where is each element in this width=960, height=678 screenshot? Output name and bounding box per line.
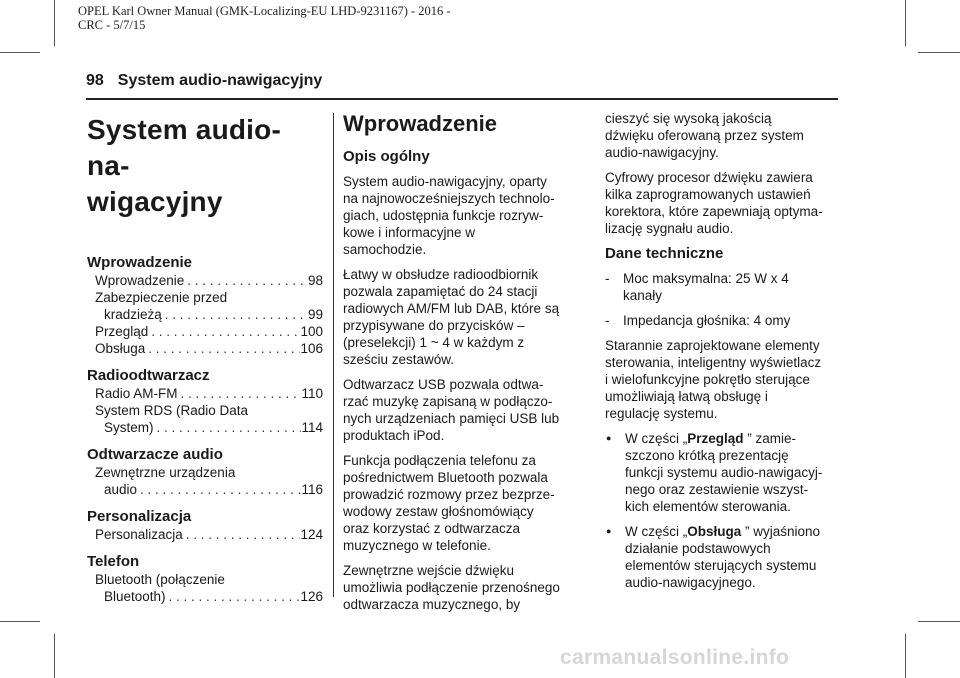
toc-entry-radio[interactable]: Radio AM-FM . . . 110 [87,385,323,402]
text-line: oraz korzystać z odtwarzacza [343,521,521,536]
running-title: System audio-nawigacyjny [117,72,323,89]
toc-entry-zewnetrzne[interactable]: audio . . . 116 [87,481,323,498]
text-line: samochodzie. [343,242,427,257]
spec-item [605,270,845,304]
text-line: działanie podstawowych [625,541,771,556]
paragraph [605,169,845,237]
text-line: Zewnętrzne wejście dźwięku [343,563,515,578]
crop-mark [905,634,906,678]
text-line: kich elementów sterowania. [625,499,791,514]
bullet-dot-icon: ● [606,526,612,536]
paragraph [343,266,581,368]
text-line: System audio-nawigacyjny, oparty [343,174,547,189]
text-line: i wielofunkcyjne pokrętło sterujące [605,372,810,387]
text-line: kilka zaprogramowanych ustawień [605,187,811,202]
toc-entry-zewnetrzne-line1[interactable]: Zewnętrzne urządzenia [95,465,236,480]
continued-paragraphs [605,110,845,237]
toc-section-radioodtwarzacz [87,367,323,436]
dash-marker: - [605,271,610,286]
text-line: prowadzić rozmowy przez bezprze- [343,487,555,502]
header-rule [86,98,838,100]
text-line: nych urządzeniach pamięci USB lub [343,411,560,426]
bullet-item [605,523,845,591]
dash-marker: - [605,313,610,328]
text-line: kowe i informacyjne w [343,225,476,240]
toc-section-telefon [87,553,323,605]
text-line: regulację systemu. [605,406,718,421]
print-header [78,4,451,32]
crop-mark [918,621,960,622]
text-line: dźwięku oferowaną przez system [605,128,804,143]
chapter-title: System audio-na- wigacyjny [87,114,281,217]
text-line: nego oraz zestawienie wszyst- [625,482,809,497]
text-line: Odtwarzacz USB pozwala odtwa- [343,377,544,392]
text-line: elementów sterujących systemu [625,558,817,573]
text-line: przypisywane do przycisków – [343,318,525,333]
text-line: W części „Przegląd ” zamie- [625,431,797,446]
toc-entry-rds-line1[interactable]: System RDS (Radio Data [95,403,249,418]
toc-entry-bluetooth-line1[interactable]: Bluetooth (połączenie [95,572,225,587]
text-line: muzycznego w telefonie. [343,538,491,553]
toc-heading: Radioodtwarzacz [87,367,210,384]
text-line: sześciu zestawów. [343,352,455,367]
page-number: 98 [86,72,104,89]
paragraph [343,452,581,554]
text-line: sterowania, inteligentny wyświetlacz [605,355,822,370]
toc-section-personalizacja [87,508,323,543]
bold-reference[interactable]: Obsługa [687,524,742,539]
crop-mark [54,634,55,678]
subheading-overview: Opis ogólny [343,148,430,165]
text-line: cieszyć się wysoką jakością [605,111,772,126]
text-line: audio-nawigacyjnego. [625,575,756,590]
toc-entry-personalizacja[interactable]: Personalizacja . . . 124 [87,526,323,543]
text-line: na najnowocześniejszych technolo- [343,191,555,206]
chapter-toc [87,112,323,605]
text-line: Impedancja głośnika: 4 omy [623,313,791,328]
main-column-left [343,110,581,613]
paragraph [343,562,581,613]
text-line: odtwarzacza muzycznego, by [343,597,521,612]
toc-heading: Odtwarzacze audio [87,446,223,463]
text-line: Funkcja podłączenia telefonu za [343,453,536,468]
text-line: produktach iPod. [343,428,445,443]
text-line: Starannie zaprojektowane elementy [605,338,820,353]
print-header-line1: OPEL Karl Owner Manual (GMK-Localizing-EU LHD-9231167) - 2016 - [78,4,451,18]
text-line: (preselekcji) 1 ~ 4 w każdym z [343,335,525,350]
design-paragraph [605,337,845,422]
toc-heading: Personalizacja [87,508,192,525]
text-line: kanały [623,288,663,303]
text-line: W części „Obsługa ” wyjaśniono [625,524,821,539]
crop-mark [0,52,40,53]
bullets-list [605,430,845,591]
toc-entry-przeglad[interactable]: Przegląd . . . 100 [87,323,323,340]
bold-reference[interactable]: Przegląd [687,431,744,446]
text-line: audio-nawigacyjny. [605,145,719,160]
toc-entry-wprowadzenie[interactable]: Wprowadzenie . . . 98 [87,272,323,289]
text-line: funkcji systemu audio-nawigacyj- [625,465,823,480]
toc-entry-rds[interactable]: System) . . . 114 [87,419,323,436]
toc-entry-zabezpieczenie[interactable]: kradzieżą . . . 99 [87,306,323,323]
toc-entry-bluetooth[interactable]: Bluetooth) . . . 126 [87,588,323,605]
text-line: pośrednictwem Bluetooth pozwala [343,470,548,485]
crop-mark [54,0,55,46]
text-line: Łatwy w obsłudze radioodbiornik [343,267,539,282]
spec-item [605,312,845,329]
crop-mark [905,0,906,46]
crop-mark [0,621,40,622]
toc-heading: Wprowadzenie [87,254,193,271]
specs-list [605,270,845,337]
paragraph [605,110,845,161]
text-line: pozwala zapamiętać do 24 stacji [343,284,538,299]
main-column-right [605,110,845,591]
text-line: rzać muzykę zapisaną w podłączo- [343,394,553,409]
text-line: giach, udostępnia funkcje rozryw- [343,208,544,223]
text-line: umożliwiają łatwą obsługę i [605,389,768,404]
bullet-dot-icon: ● [606,433,612,443]
text-line: umożliwia podłączenie przenośnego [343,580,560,595]
paragraph [343,376,581,444]
paragraph [343,173,581,258]
text-line: lizację sygnału audio. [605,221,734,236]
toc-entry-obsluga[interactable]: Obsługa . . . 106 [87,340,323,357]
watermark: carmanualsonline.info [560,646,790,669]
overview-paragraphs [343,173,581,613]
crop-mark [918,52,960,53]
toc-section-odtwarzacze [87,446,323,498]
section-title: Wprowadzenie [343,111,498,136]
toc-heading: Telefon [87,553,140,570]
toc-entry-zabezpieczenie-line1[interactable]: Zabezpieczenie przed [95,290,228,305]
text-line: Moc maksymalna: 25 W x 4 [623,271,789,286]
print-header-line2: CRC - 5/7/15 [78,18,146,32]
text-line: radiowych AM/FM lub DAB, które są [343,301,560,316]
toc-section-wprowadzenie [87,254,323,357]
text-line: Cyfrowy procesor dźwięku zawiera [605,170,813,185]
column-divider [333,113,334,597]
text-line: szczono krótką prezentację [625,448,789,463]
bullet-item [605,430,845,515]
text-line: wodowy zestaw głośnomówiący [343,504,534,519]
page-header [86,72,322,90]
subheading-specs: Dane techniczne [605,245,724,262]
text-line: korektora, które zapewniają optyma- [605,204,823,219]
